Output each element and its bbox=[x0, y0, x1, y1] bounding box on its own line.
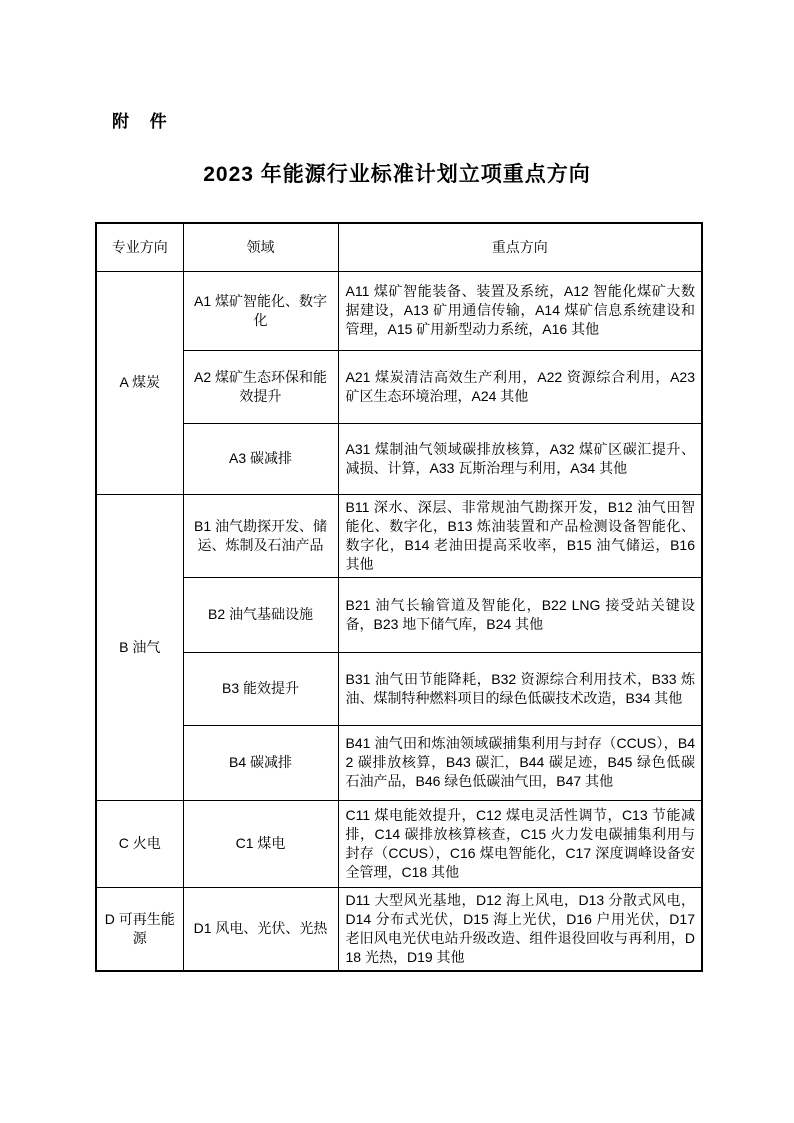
field-cell-b4: B4 碳减排 bbox=[183, 725, 338, 800]
focus-cell-b3: B31 油气田节能降耗，B32 资源综合利用技术，B33 炼油、煤制特种燃料项目的绿色低碳技术改造，B34 其他 bbox=[338, 652, 702, 725]
column-header-field: 领域 bbox=[183, 223, 338, 271]
table-row bbox=[96, 887, 702, 971]
key-directions-table bbox=[95, 222, 703, 972]
column-header-focus: 重点方向 bbox=[338, 223, 702, 271]
field-cell-c1: C1 煤电 bbox=[183, 800, 338, 887]
focus-cell-d1: D11 大型风光基地，D12 海上风电，D13 分散式风电，D14 分布式光伏，D15 海上光伏，D16 户用光伏，D17 老旧风电光伏电站升级改造、组件退役回收与再利用，D18 光热，D19 其他 bbox=[338, 887, 702, 971]
field-cell-b3: B3 能效提升 bbox=[183, 652, 338, 725]
field-cell-a3: A3 碳减排 bbox=[183, 423, 338, 494]
table-row bbox=[96, 725, 702, 800]
table-row bbox=[96, 800, 702, 887]
table-row bbox=[96, 350, 702, 423]
table-row bbox=[96, 652, 702, 725]
table-row bbox=[96, 423, 702, 494]
focus-cell-b1: B11 深水、深层、非常规油气勘探开发，B12 油气田智能化、数字化，B13 炼油装置和产品检测设备智能化、数字化，B14 老油田提高采收率，B15 油气储运，B16 其他 bbox=[338, 494, 702, 577]
focus-cell-c1: C11 煤电能效提升，C12 煤电灵活性调节，C13 节能减排，C14 碳排放核算核查，C15 火力发电碳捕集利用与封存（CCUS），C16 煤电智能化，C17 深度调峰设备安全管理，C18 其他 bbox=[338, 800, 702, 887]
page-title: 2023 年能源行业标准计划立项重点方向 bbox=[203, 163, 591, 186]
direction-cell-b: B 油气 bbox=[96, 494, 183, 800]
focus-cell-a1: A11 煤矿智能装备、装置及系统，A12 智能化煤矿大数据建设，A13 矿用通信传输，A14 煤矿信息系统建设和管理，A15 矿用新型动力系统，A16 其他 bbox=[338, 271, 702, 350]
field-cell-b1: B1 油气勘探开发、储运、炼制及石油产品 bbox=[183, 494, 338, 577]
column-header-direction: 专业方向 bbox=[96, 223, 183, 271]
focus-cell-a3: A31 煤制油气领域碳排放核算，A32 煤矿区碳汇提升、减损、计算，A33 瓦斯治理与利用，A34 其他 bbox=[338, 423, 702, 494]
table-row bbox=[96, 577, 702, 652]
focus-cell-b2: B21 油气长输管道及智能化，B22 LNG 接受站关键设备，B23 地下储气库，B24 其他 bbox=[338, 577, 702, 652]
field-cell-d1: D1 风电、光伏、光热 bbox=[183, 887, 338, 971]
direction-cell-c: C 火电 bbox=[96, 800, 183, 887]
field-cell-b2: B2 油气基础设施 bbox=[183, 577, 338, 652]
focus-cell-b4: B41 油气田和炼油领域碳捕集利用与封存（CCUS），B42 碳排放核算，B43 碳汇，B44 碳足迹，B45 绿色低碳石油产品，B46 绿色低碳油气田，B47 其他 bbox=[338, 725, 702, 800]
direction-cell-d: D 可再生能源 bbox=[96, 887, 183, 971]
table-row bbox=[96, 494, 702, 577]
field-cell-a2: A2 煤矿生态环保和能效提升 bbox=[183, 350, 338, 423]
table-header-row bbox=[96, 223, 702, 271]
attachment-label: 附 件 bbox=[112, 112, 175, 131]
focus-cell-a2: A21 煤炭清洁高效生产利用，A22 资源综合利用，A23 矿区生态环境治理，A24 其他 bbox=[338, 350, 702, 423]
field-cell-a1: A1 煤矿智能化、数字化 bbox=[183, 271, 338, 350]
direction-cell-a: A 煤炭 bbox=[96, 271, 183, 494]
table-row bbox=[96, 271, 702, 350]
